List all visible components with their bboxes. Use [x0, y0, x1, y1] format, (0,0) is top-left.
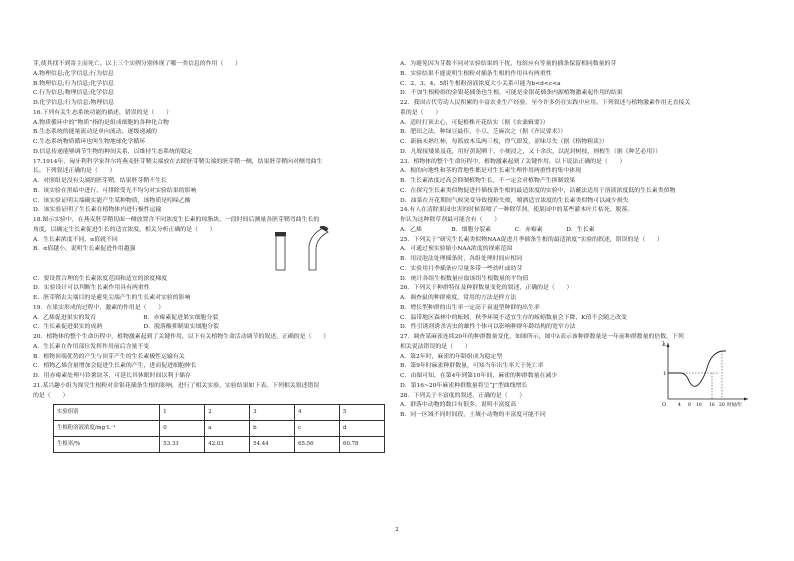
question-19	[33, 304, 385, 333]
q17-option-b: B．该实验在黑暗中进行，可排除受光不均匀对实验结果的影响	[33, 187, 197, 194]
q24-stem-cont: 你认为这种除草剂最可能含有（ ）	[400, 217, 501, 223]
table-cell: 60.78	[340, 437, 385, 453]
q27-option-b: B．第9年时麻雀种群数量，可知当年出生率大于死亡率	[400, 363, 544, 370]
table-cell: 0	[160, 421, 205, 437]
intro-question-options	[33, 60, 385, 109]
table-cell: 42.03	[205, 437, 250, 453]
q27-stem: 27．调查某麻雀连续20年的种群数量变化，如图所示，图中λ表示该种群数量是一年前种群数量的倍数，下列	[400, 334, 684, 340]
q18-option-d: D．实验设计可以判断生长素作用具有两重性	[33, 285, 150, 292]
q18-option-b: B．α值越小，说明生长素促进作用越强	[33, 246, 136, 253]
x-tick-label: 16	[709, 402, 715, 408]
experiment-table	[53, 404, 385, 453]
x-tick-label: 20	[719, 402, 725, 408]
question-17	[33, 158, 385, 217]
left-column	[33, 60, 385, 457]
question-18	[33, 216, 385, 304]
table-row	[54, 405, 385, 421]
q27-stem-cont: 相关说法错误的是（ ）	[400, 343, 471, 350]
x-axis-arrow	[744, 397, 748, 400]
question-21	[33, 382, 385, 454]
question-27	[400, 333, 752, 421]
q28-option-b: B．同一区域不同时间段，土壤小动物的丰富度可能不同	[400, 412, 546, 418]
q27-option-a: A．第2年时，麻雀的年龄组成为稳定型	[400, 353, 503, 360]
right-column	[400, 60, 752, 421]
table-cell: 65.56	[295, 437, 340, 453]
table-cell: 53.33	[160, 437, 205, 453]
q16-option-b: B.生态系统的能量流动是单向流动、逐级递减的	[33, 129, 158, 136]
table-cell: 实验组别	[54, 405, 160, 421]
table-row	[54, 421, 385, 437]
question-22	[400, 99, 752, 158]
q18-figure-area	[33, 236, 385, 275]
q16-option-c: C.生态系统物质循环也叫生物地球化学循环	[33, 139, 146, 145]
q22-option-c: C．新摘未熟红柿，每篮放木瓜两三枚，得气即发，涩味尽失（据《格物粗谈》）	[400, 139, 608, 145]
q22-option-d: D．凡嫁接矮果及花，用好黄泥晒干，小便浸之，又十余次，以泥封树枝，则根生（据《种艺必用》）	[400, 148, 661, 155]
origin-label: O	[662, 401, 667, 408]
q23-option-c: C．在探究生长素类似物促进扦插枝条生根的最适浓度的实验中，沾蘸法适用于溶液浓度低的生长素类似物	[400, 187, 676, 194]
q18-stem-cont: 角度，以确定生长素促进生长的适宜浓度。相关分析正确的是（ ）	[33, 226, 216, 233]
q18-option-e: E．胚芽鞘去尖端目的是避免尖端产生的生长素对实验的影响	[33, 295, 191, 301]
q25-option-b: B．用浸泡法处理插条时，各组处理时间应相同	[400, 256, 523, 262]
coleoptile-straight	[276, 236, 285, 270]
table-cell: 54.44	[250, 437, 295, 453]
lambda-graph	[656, 337, 752, 417]
intro-line: 芽,使其找不到寄主而死亡。以上三个实例分别体现了哪一类信息的作用（ ）	[33, 61, 242, 67]
q21-stem: 21.某兴趣小组为探究生根粉对金银花插条生根的影响，进行了相关实验，实验结果如下表。下列相关叙述错误	[33, 382, 320, 389]
q27-option-d: D．第16~20年麻雀种群数量将呈“J”型曲线增长	[400, 382, 528, 389]
lambda-curve	[668, 351, 726, 386]
q23-stem: 23．植物体的整个生命历程中，植物激素起到了关键作用，以下说法正确的是（ ）	[400, 158, 626, 165]
table-cell: a	[205, 421, 250, 437]
x-tick-label: 10	[696, 402, 702, 408]
y-tick-label: 1	[663, 370, 667, 377]
q21-option-a: A．为避免因为芽数不同对实验结果的干扰，每组应有等量的插条保留相同数量的芽	[400, 61, 617, 67]
agar-block-left	[275, 232, 286, 236]
intro-option-d: D.化学信息;行为信息;物理信息	[33, 100, 115, 106]
q21-option-c: C．2、3、4、5组生根粉溶液浓度大小关系可能为b<d<c<a	[400, 80, 561, 87]
question-23	[400, 158, 752, 207]
question-21-options	[400, 60, 752, 99]
q28-stem: 28．下列关于丰富度的叙述，正确的是（ ）	[400, 392, 526, 399]
q17-stem-cont: 长。下列叙述正确的是（ ）	[33, 168, 116, 175]
question-24	[400, 206, 752, 235]
q26-stem: 26．下列关于种群特征及种群数量变化的叙述，正确的是（ ）	[400, 285, 573, 292]
table-cell: 3	[250, 405, 295, 421]
q18-option-a: A．生长素浓度不同，α值就不同	[33, 236, 118, 243]
table-cell: 4	[295, 405, 340, 421]
question-25	[400, 236, 752, 285]
q23-option-b: B．生长素浓度过高会抑制植物生长，不一定会对植物产生抑制效果	[400, 178, 576, 184]
table-cell: 5	[340, 405, 385, 421]
q20-option-c: C．植物乙烯含量增加会促进生长素的产生，进而促进细胞伸长	[33, 363, 197, 370]
coleoptile-bent	[309, 228, 328, 270]
table-row	[54, 437, 385, 453]
q22-option-a: A．适时打顶去心，可促植株开花结实（据《农桑辑要》）	[400, 119, 549, 126]
q27-figure-area	[400, 340, 752, 421]
q16-stem: 16.下列有关生态系统功能的描述，错误的是（ ）	[33, 109, 172, 116]
table-cell: 1	[160, 405, 205, 421]
question-26	[400, 284, 752, 333]
table-cell: 生根率/%	[54, 437, 160, 453]
q26-option-c: C．温带地区森林中的蚯蚓，秋季环境不适宜生存的蚯蚓数量会下降，K值不会随之改变	[400, 314, 627, 321]
q25-option-c: C．实验用月季插条应尽量多带一些幼叶或幼芽	[400, 265, 523, 272]
q22-stem: 22．我国古代劳动人民积累的丰富农业生产经验，至今许多仍在实践中应用。下列叙述与植物激素作用无直接关	[400, 100, 691, 106]
q25-option-d: D．统计各组生根数量应取该组生根数量的平均值	[400, 275, 529, 282]
q18-stem: 18.图示实验中，在燕麦胚芽鞘切面一侧放置含不同浓度生长素的琼脂块，一段时间后测量各胚芽鞘弯曲生长的	[33, 217, 320, 223]
intro-option-c: C.行为信息;物理信息;化学信息	[33, 90, 114, 97]
q21-stem-cont: 的是（ ）	[33, 392, 69, 399]
q28-option-a: A．群落中动物的数目有很多，说明丰富度高	[400, 402, 517, 409]
intro-option-b: B.物理信息;行为信息;化学信息	[33, 80, 114, 87]
q21-option-d: D．不加生根粉组的金银花插条也生根，可能是金银花插条内源植物激素起作用的结果	[400, 90, 623, 97]
intro-option-a: A.物理信息;化学信息;行为信息	[33, 70, 114, 77]
table-cell: d	[340, 421, 385, 437]
q17-option-d: D．该实验证明了生长素在植物体内进行极性运输	[33, 207, 162, 214]
q19-stem: 19．在果实形成的过程中，激素的作用是（ ）	[33, 304, 165, 311]
q19-options-ab: A．乙烯促进果实的发育 B．赤霉素促进果实细胞分裂	[33, 314, 219, 321]
table-cell: b	[250, 421, 295, 437]
q16-option-d: D.信息传递能够调节生物的种间关系，以维持生态系统的稳定	[33, 148, 193, 155]
q20-stem: 20．植物体的整个生命历程中，植物激素起到了关键作用，以下有关植物生命活动调节的叙述，正确的是（ ）	[33, 334, 330, 340]
q19-options-cd: C．生长素促进果实的成熟 D．脱落酸抑制果实细胞分裂	[33, 324, 219, 331]
q21-option-b: B．实验结果不能说明生根粉对插条生根的作用具有两重性	[400, 70, 552, 77]
question-20	[33, 333, 385, 382]
q26-option-b: B．增长型种群的出生率一定高于衰退型种群的出生率	[400, 304, 540, 311]
table-cell: c	[295, 421, 340, 437]
q18-option-c: C．要设置合理的生长素浓度范围和适宜的浓度梯度	[33, 275, 168, 282]
q17-option-a: A．对照组是没有尖端的胚芽鞘，结果胚芽鞘不生长	[33, 178, 167, 184]
q20-option-a: A．生长素在作用部位发挥作用前后含量不变	[33, 343, 150, 350]
q27-option-c: C．由图可知，在第4年到第10年间，麻雀的种群数量在减少	[400, 373, 558, 379]
q22-stem-cont: 系的是（ ）	[400, 109, 442, 116]
q23-option-d: D．油菜在开花期间气候突变导致授粉失败，喷洒适宜浓度的生长素类似物可以减少损失	[400, 197, 629, 204]
page-number: 2	[395, 527, 399, 533]
q26-option-d: D．性引诱剂诱杀害虫的雄性个体可以影响种群年龄结构的宽窄方法	[400, 324, 576, 331]
y-axis-label: λ	[662, 340, 666, 348]
q20-option-d: D．用赤霉素处理马铃薯块茎，可延长其休眠时间以利于储存	[33, 373, 191, 379]
q26-option-a: A．调查鼠的种群密度，常用的方法是样方法	[400, 295, 517, 301]
table-cell: 生根粉溶液浓度/mg·L⁻¹	[54, 421, 160, 437]
q25-stem: 25．下列关于“研究生长素类似物NAA促进月季插条生根的最适浓度”实验的叙述，错误的是（ ）	[400, 236, 663, 243]
coleoptile-figure	[271, 226, 341, 271]
y-axis-arrow	[667, 343, 670, 347]
q16-option-a: A.物质循环中的“物质”指的是组成细胞的各种化合物	[33, 119, 169, 126]
x-axis-label: 时间/年	[727, 402, 743, 408]
q20-option-b: B．植物顶端优势的产生与顶芽产生的生长素极性运输有关	[33, 353, 185, 360]
q24-stem: 24.有人在清除果园虫害的时候误喷了一种除草剂，使果园中的某些灌木叶片枯死、脱落。	[400, 207, 634, 214]
question-16	[33, 109, 385, 158]
x-tick-label: 4	[678, 402, 681, 408]
q22-option-b: B．肥田之法，种绿豆最佳，小豆、芝麻次之（据《齐民要术》）	[400, 129, 567, 136]
q25-option-a: A．可通过预实验缩小NAA浓度的探索范围	[400, 246, 513, 253]
table-cell: 2	[205, 405, 250, 421]
q17-option-c: C．该实验证明尖端确实能产生某种物质，该物质是吲哚乙酸	[33, 197, 191, 204]
q24-options: A．乙烯 B．细胞分裂素 C．赤霉素 D．生长素	[400, 226, 595, 233]
q17-stem: 17.1914年，匈牙利科学家拜尔将燕麦胚芽鞘尖端放在去除胚芽鞘尖端的胚芽鞘一侧，结果胚芽鞘向对侧弯曲生	[33, 158, 323, 165]
x-tick-label: 8	[688, 402, 691, 408]
q23-option-a: A．根的向地性和茎的背地性都是对生长素生理作用两重性的集中体现	[400, 168, 581, 175]
